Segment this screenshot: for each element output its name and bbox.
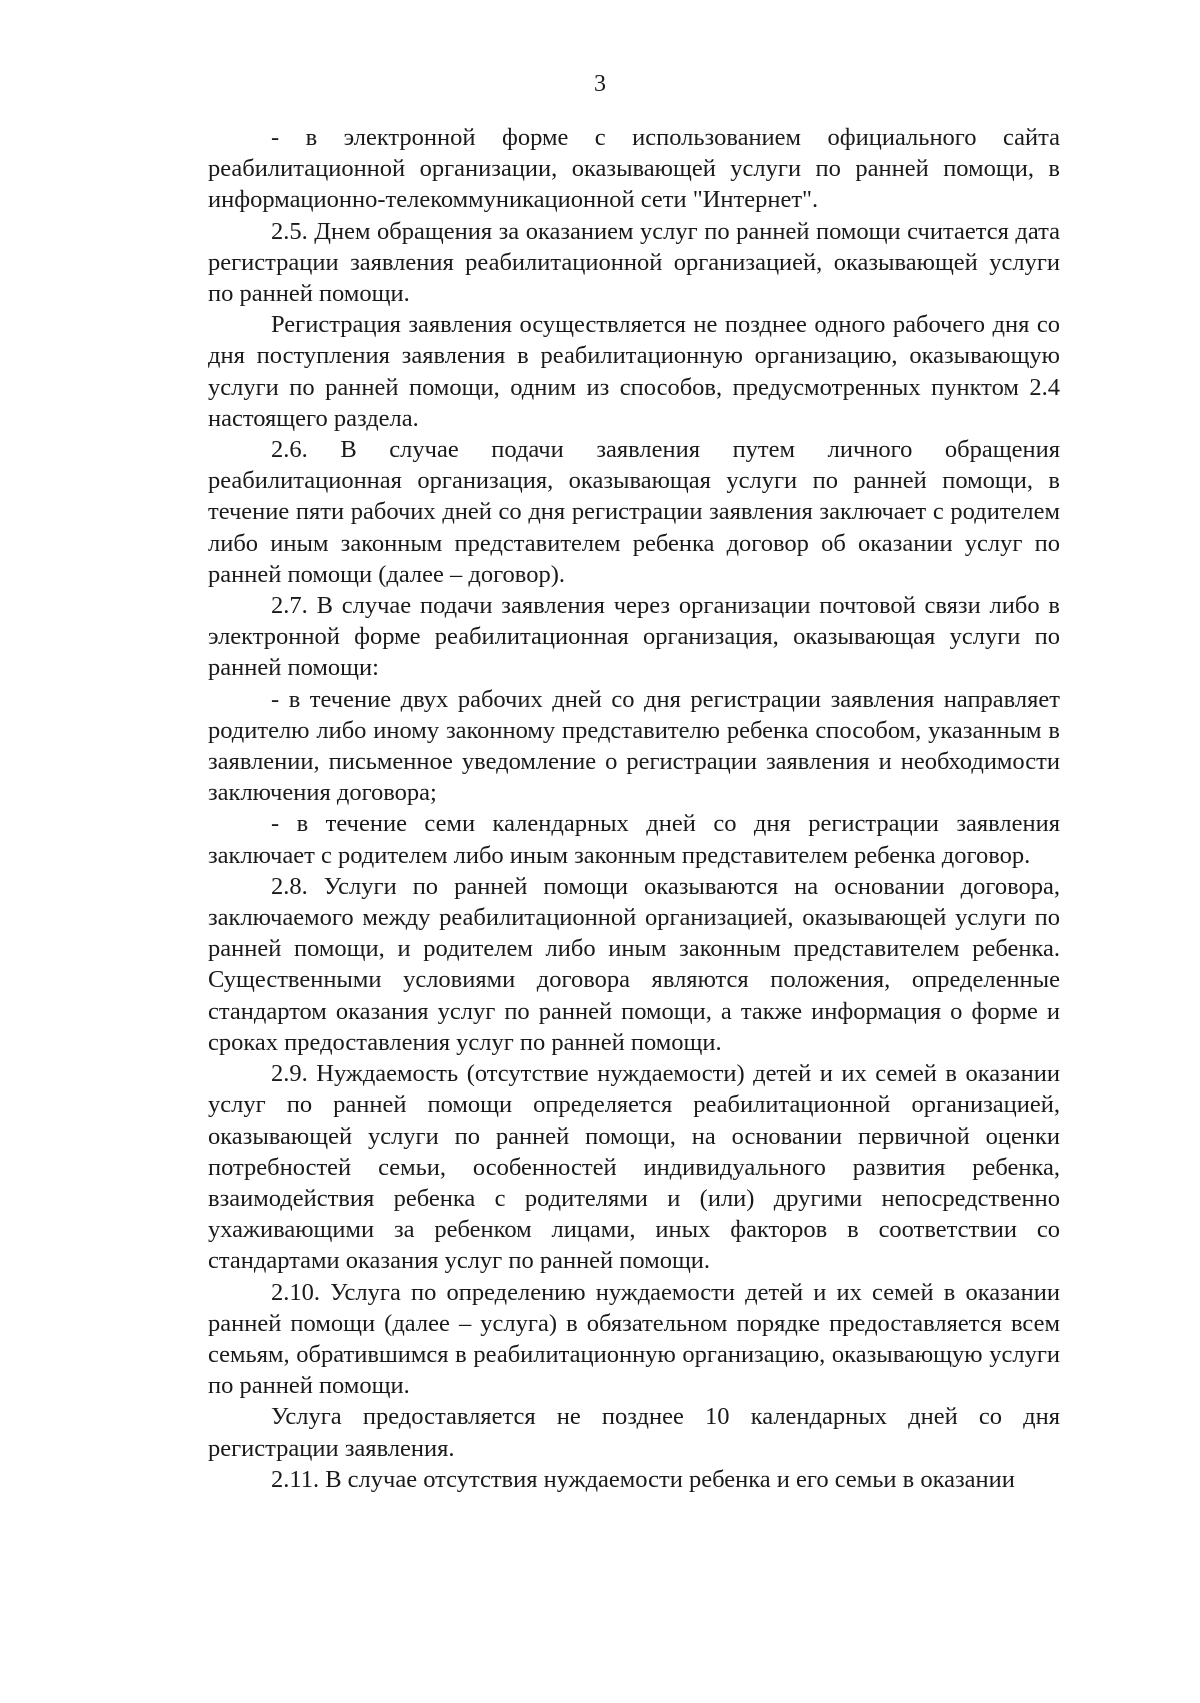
page-number: 3 bbox=[594, 71, 606, 97]
paragraph-2-11: 2.11. В случае отсутствия нуждаемости ребенка и его семьи в оказании bbox=[271, 1465, 1015, 1493]
paragraph-registration: Регистрация заявления осуществляется не позднее одного рабочего дня со дня поступления заявления в реабилитационную организацию, оказывающую услуги по ранней помощи, одним из способов, предусмотренных пунктом 2.4 настоящего раздела. bbox=[208, 311, 1060, 432]
paragraph-service-deadline: Услуга предоставляется не позднее 10 календарных дней со дня регистрации заявления. bbox=[208, 1403, 1060, 1462]
paragraph-seven-days: - в течение семи календарных дней со дня регистрации заявления заключает с родителем либо иным законным представителем ребенка договор. bbox=[208, 810, 1060, 869]
paragraph-2-9: 2.9. Нуждаемость (отсутствие нуждаемости) детей и их семей в оказании услуг по ранней помощи определяется реабилитационной организацией, оказывающей услуги по ранней помощи, на основании первичной оценки потребностей семьи, особенностей индивидуального развития ребенка, взаимодействия ребенка с родителями и (или) другими непосредственно ухаживающими за ребенком лицами, иных факторов в соответствии со стандартами оказания услуг по ранней помощи. bbox=[208, 1060, 1060, 1275]
paragraph-2-10: 2.10. Услуга по определению нуждаемости детей и их семей в оказании ранней помощи (далее – услуга) в обязательном порядке предоставляется всем семьям, обратившимся в реабилитационную организацию, оказывающую услуги по ранней помощи. bbox=[208, 1278, 1060, 1400]
paragraph-two-days: - в течение двух рабочих дней со дня регистрации заявления направляет родителю либо иному законному представителю ребенка способом, указанным в заявлении, письменное уведомление о регистрации заявления и необходимости заключения договора; bbox=[208, 685, 1060, 807]
paragraph-2-7: 2.7. В случае подачи заявления через организации почтовой связи либо в электронной форме реабилитационная организация, оказывающая услуги по ранней помощи: bbox=[208, 592, 1060, 682]
body-text bbox=[208, 122, 1060, 1495]
paragraph-2-8: 2.8. Услуги по ранней помощи оказываются на основании договора, заключаемого между реабилитационной организацией, оказывающей услуги по ранней помощи, и родителем либо иным законным представителем ребенка. Существенными условиями договора являются положения, определенные стандартом оказания услуг по ранней помощи, а также информация о форме и сроках предоставления услуг по ранней помощи. bbox=[208, 872, 1060, 1056]
paragraph-electronic-form: - в электронной форме с использованием официального сайта реабилитационной организации, оказывающей услуги по ранней помощи, в информационно-телекоммуникационной сети "Интернет". bbox=[208, 124, 1060, 214]
paragraph-2-5: 2.5. Днем обращения за оказанием услуг по ранней помощи считается дата регистрации заявления реабилитационной организацией, оказывающей услуги по ранней помощи. bbox=[208, 217, 1060, 308]
paragraph-2-6: 2.6. В случае подачи заявления путем личного обращения реабилитационная организация, оказывающая услуги по ранней помощи, в течение пяти рабочих дней со дня регистрации заявления заключает с родителем либо иным законным представителем ребенка договор об оказании услуг по ранней помощи (далее – договор). bbox=[208, 436, 1060, 588]
